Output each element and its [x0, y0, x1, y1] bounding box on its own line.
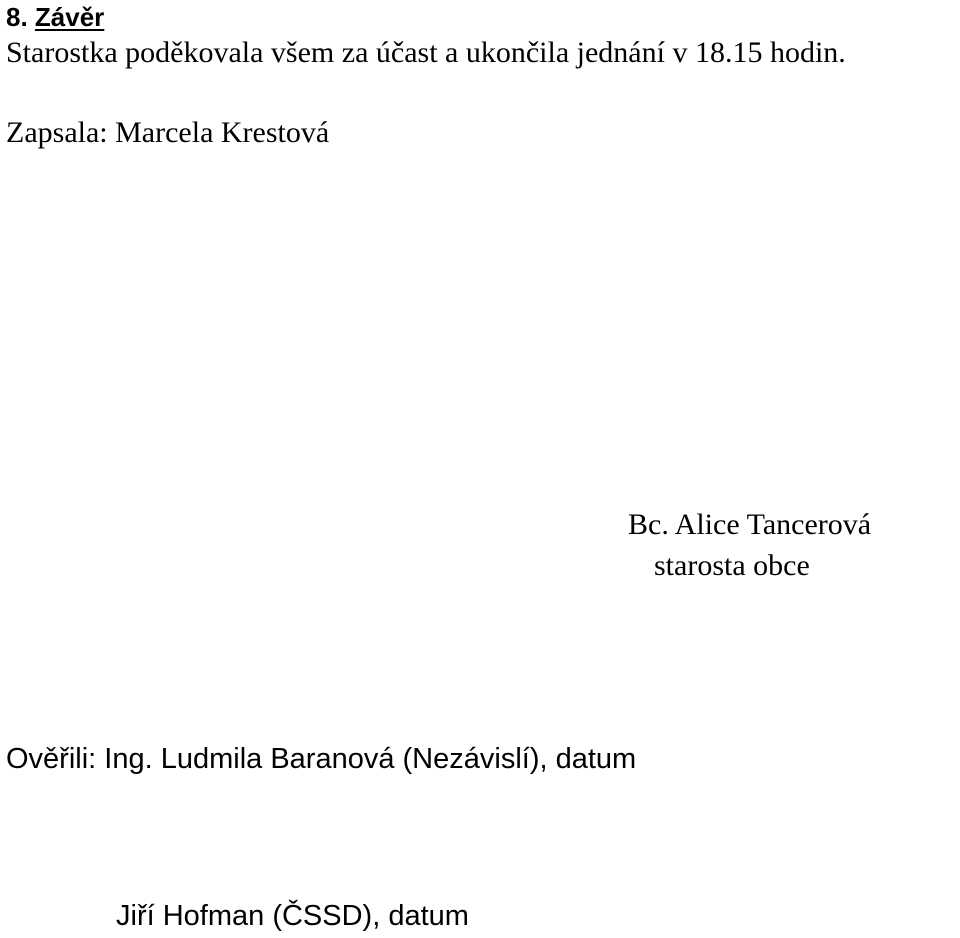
section-title: Závěr: [34, 2, 105, 32]
signatory-role: starosta obce: [654, 549, 810, 582]
recorded-by: Zapsala: Marcela Krestová: [6, 116, 330, 149]
section-number: 8.: [6, 2, 28, 32]
closing-statement: Starostka poděkovala všem za účast a ukončila jednání v 18.15 hodin.: [6, 36, 846, 69]
section-heading: [6, 4, 104, 30]
verifier-line-1: Ověřili: Ing. Ludmila Baranová (Nezávislí), datum: [6, 743, 637, 775]
signatory-name: Bc. Alice Tancerová: [628, 508, 872, 541]
verifier-line-2: Jiří Hofman (ČSSD), datum: [116, 900, 469, 932]
